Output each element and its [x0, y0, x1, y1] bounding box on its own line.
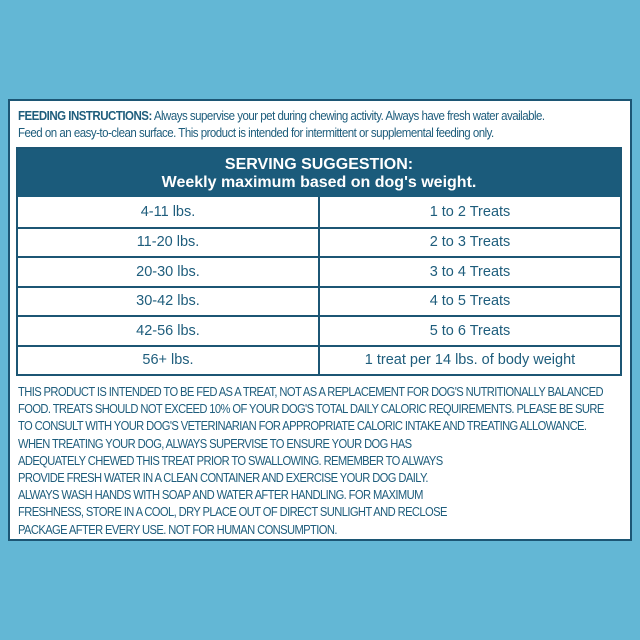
serving-title: SERVING SUGGESTION:	[224, 156, 414, 173]
table-row	[18, 256, 620, 286]
note-line: PACKAGE AFTER EVERY USE. NOT FOR HUMAN CONSUMPTION.	[18, 521, 337, 537]
feeding-label: FEEDING INSTRUCTIONS:	[18, 109, 152, 123]
serving-header	[18, 149, 620, 197]
serving-table	[16, 147, 622, 376]
note-line: FOOD. TREATS SHOULD NOT EXCEED 10% OF YOUR DOG'S TOTAL DAILY CALORIC REQUIREMENTS. PLEASE BE SURE	[18, 401, 604, 417]
weight-cell: 11-20 lbs.	[136, 234, 200, 251]
feeding-line-2: Feed on an easy-to-clean surface. This product is intended for intermittent or supplemental feeding only.	[18, 126, 494, 140]
note-line: PROVIDE FRESH WATER IN A CLEAN CONTAINER AND EXERCISE YOUR DOG DAILY.	[18, 470, 428, 486]
label-panel	[8, 99, 632, 541]
notes	[18, 383, 604, 538]
table-row	[18, 345, 620, 375]
amount-cell: 4 to 5 Treats	[318, 288, 620, 316]
note-line: THIS PRODUCT IS INTENDED TO BE FED AS A TREAT, NOT AS A REPLACEMENT FOR DOG'S NUTRITIONALLY BALANCED	[18, 384, 603, 399]
note-line: FRESHNESS, STORE IN A COOL, DRY PLACE OUT OF DIRECT SUNLIGHT AND RECLOSE	[18, 504, 447, 520]
note-line: TO CONSULT WITH YOUR DOG'S VETERINARIAN FOR APPROPRIATE CALORIC INTAKE AND TREATING ALLOWANCE.	[18, 418, 587, 434]
table-row	[18, 197, 620, 227]
weight-cell: 4-11 lbs.	[140, 203, 196, 220]
weight-cell: 56+ lbs.	[142, 352, 194, 369]
table-row	[18, 227, 620, 257]
amount-cell: 1 to 2 Treats	[318, 197, 620, 227]
note-line: WHEN TREATING YOUR DOG, ALWAYS SUPERVISE TO ENSURE YOUR DOG HAS	[18, 435, 412, 451]
feeding-instructions	[18, 108, 579, 142]
weight-cell: 42-56 lbs.	[136, 322, 200, 339]
note-line: ALWAYS WASH HANDS WITH SOAP AND WATER AFTER HANDLING. FOR MAXIMUM	[18, 487, 423, 503]
note-line: ADEQUATELY CHEWED THIS TREAT PRIOR TO SWALLOWING. REMEMBER TO ALWAYS	[18, 452, 443, 468]
weight-cell: 30-42 lbs.	[136, 293, 200, 310]
serving-subtitle: Weekly maximum based on dog's weight.	[161, 174, 477, 191]
amount-cell: 2 to 3 Treats	[318, 229, 620, 257]
table-row	[18, 315, 620, 345]
table-row	[18, 286, 620, 316]
amount-cell: 5 to 6 Treats	[318, 317, 620, 345]
amount-cell: 3 to 4 Treats	[318, 258, 620, 286]
feeding-line-1: Always supervise your pet during chewing activity. Always have fresh water available.	[151, 109, 545, 123]
weight-cell: 20-30 lbs.	[136, 263, 200, 280]
amount-cell: 1 treat per 14 lbs. of body weight	[318, 347, 620, 375]
